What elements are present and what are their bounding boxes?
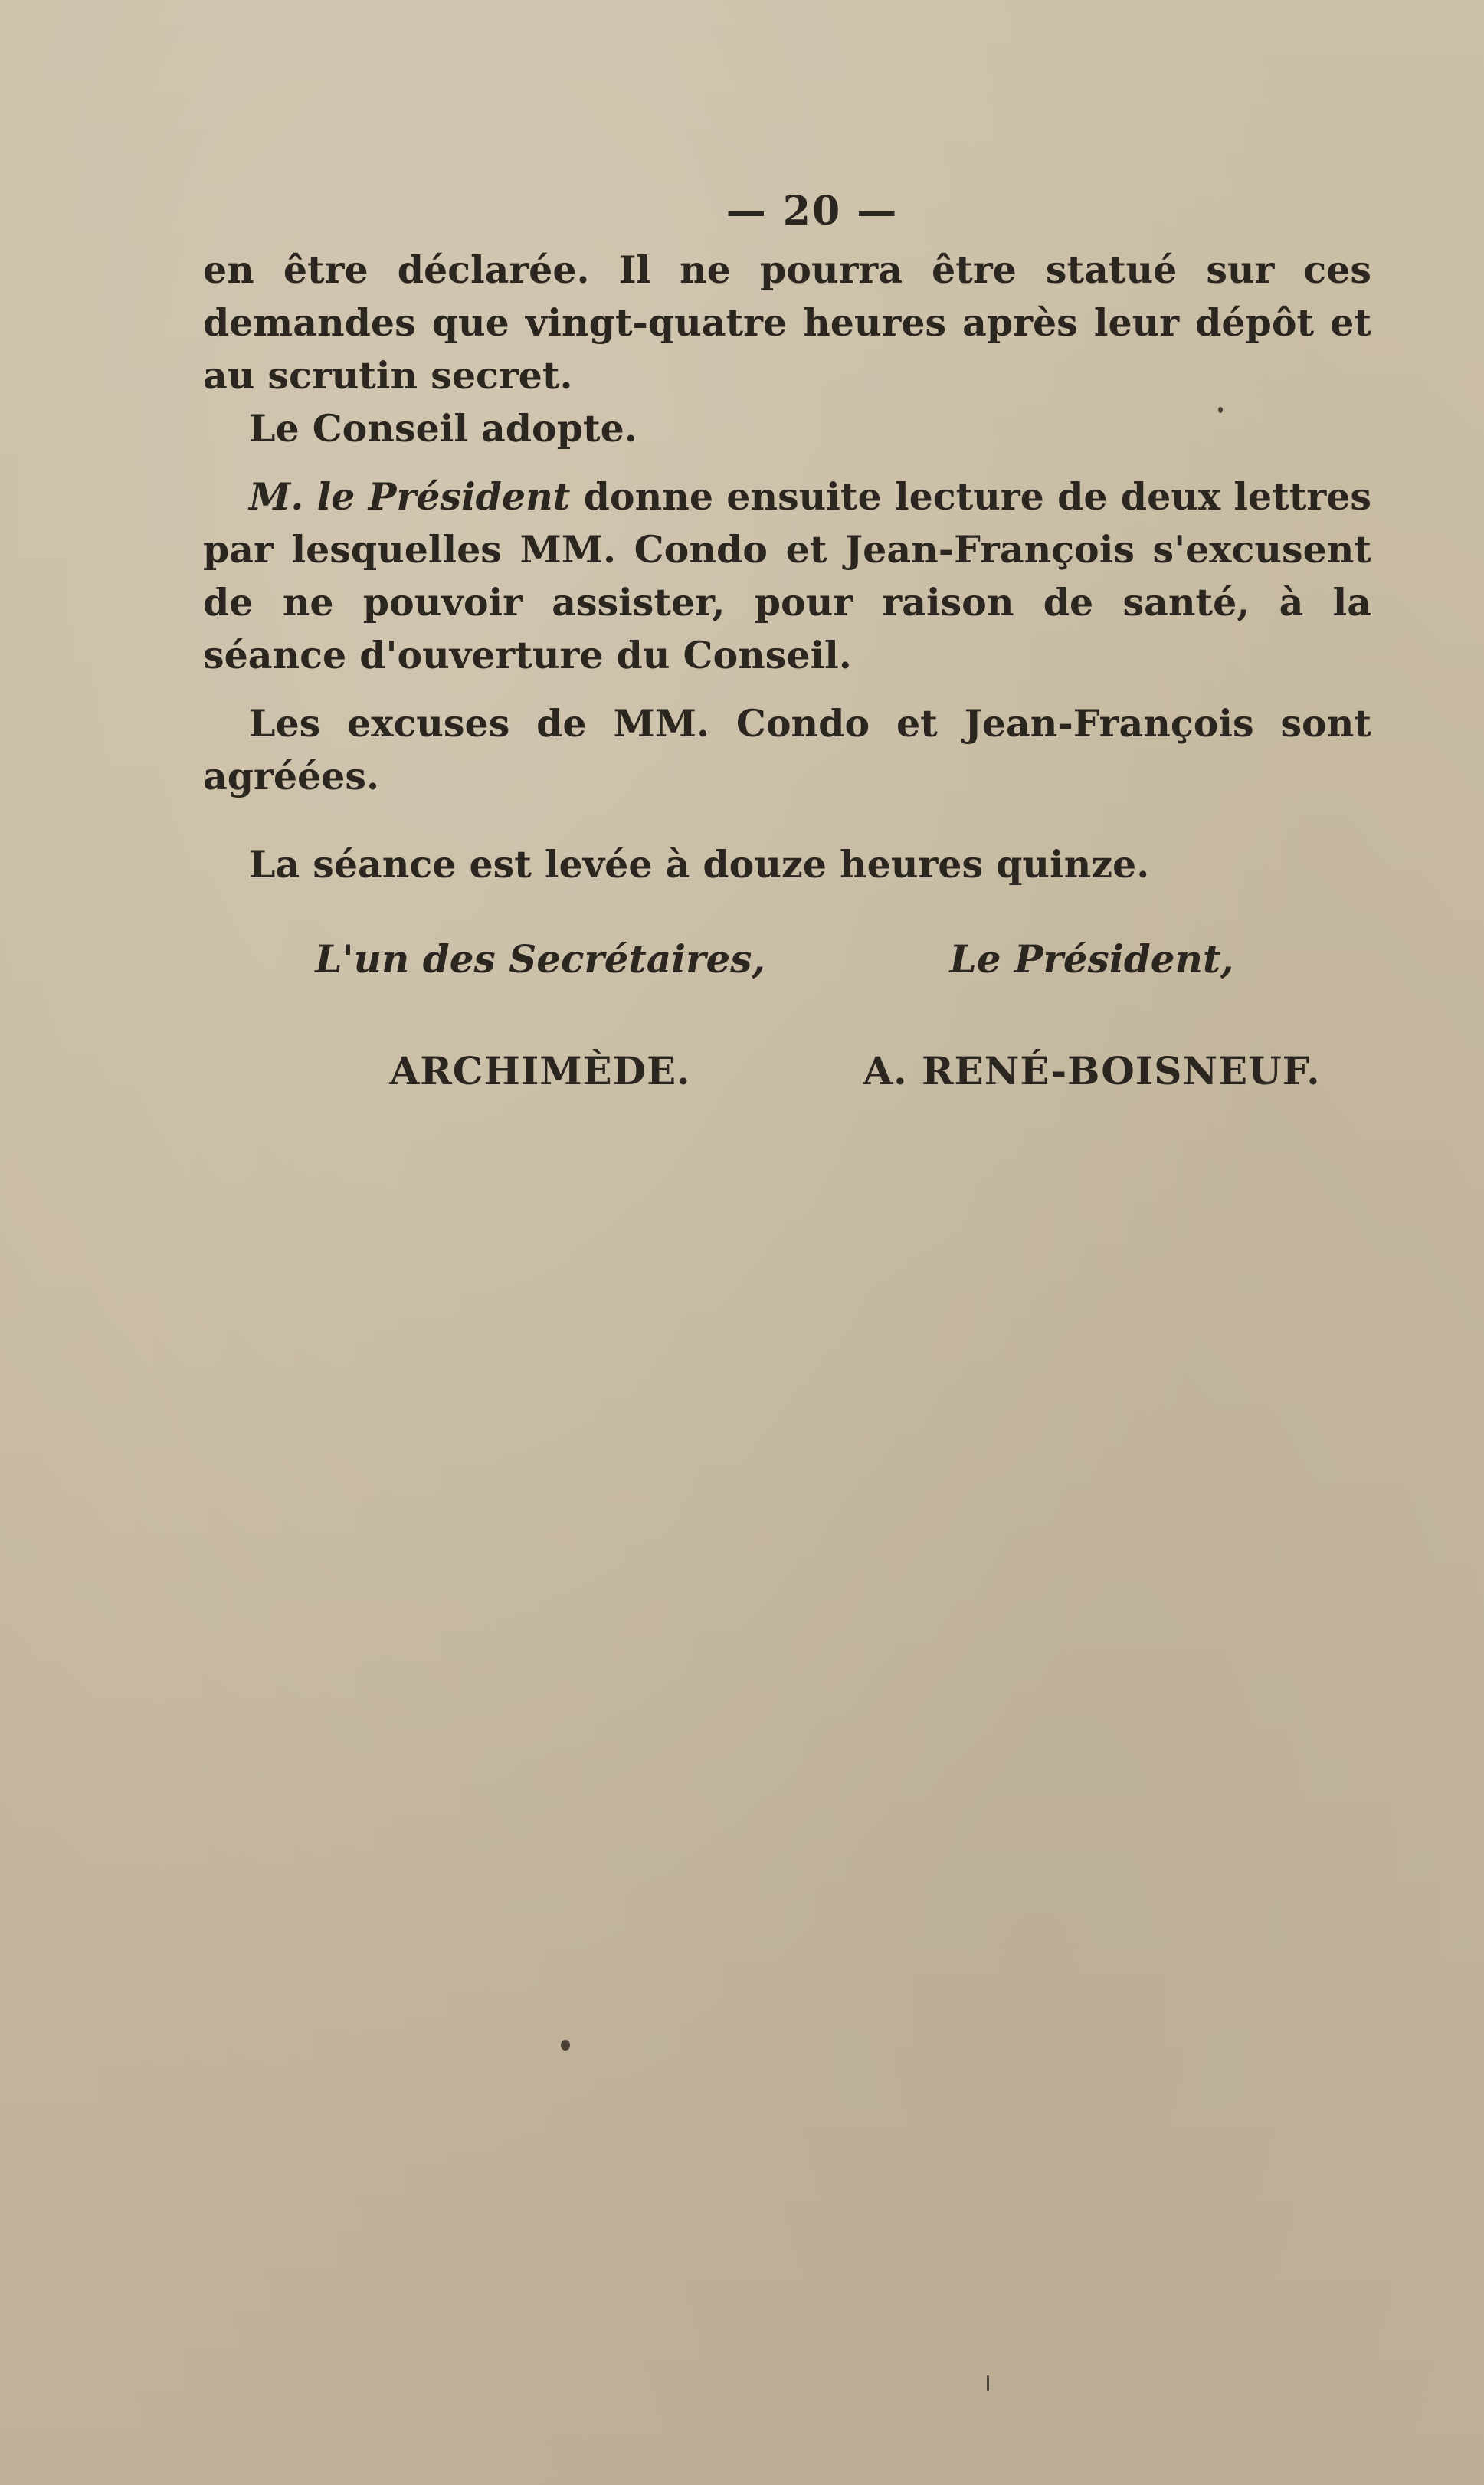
paragraph-text: La séance est levée à douze heures quinze.	[249, 842, 1150, 887]
paragraph-letters	[203, 470, 1371, 682]
paper-speck	[987, 2375, 989, 2391]
secretary-title: L'un des Secrétaires,	[315, 936, 765, 982]
paragraph-closing	[203, 838, 1371, 891]
speaker-name: M. le Président	[249, 474, 571, 519]
president-name: A. RENÉ-BOISNEUF.	[863, 1048, 1321, 1093]
page-number: — 20 —	[726, 188, 899, 234]
paper-speck	[561, 2040, 570, 2051]
body-text	[203, 244, 1371, 891]
paragraph-excuses	[203, 697, 1371, 803]
paragraph-adoption	[203, 402, 1371, 455]
paragraph-text: Les excuses de MM. Condo et Jean-François sont agréées.	[203, 701, 1371, 798]
paragraph-text: donne ensuite lecture de deux lettres par lesquelles MM. Condo et Jean-François s'excusent de ne pouvoir assister, pour raison de santé, à la séance d'ouverture du Conseil.	[203, 474, 1371, 677]
paragraph-text: Le Conseil adopte.	[249, 406, 637, 451]
paragraph-text: en être déclarée. Il ne pourra être statué sur ces demandes que vingt-quatre heures après leur dépôt et au scrutin secret.	[203, 248, 1371, 398]
secretary-name: ARCHIMÈDE.	[389, 1048, 691, 1093]
paragraph-continuation	[203, 244, 1371, 402]
president-title: Le Président,	[949, 936, 1234, 982]
